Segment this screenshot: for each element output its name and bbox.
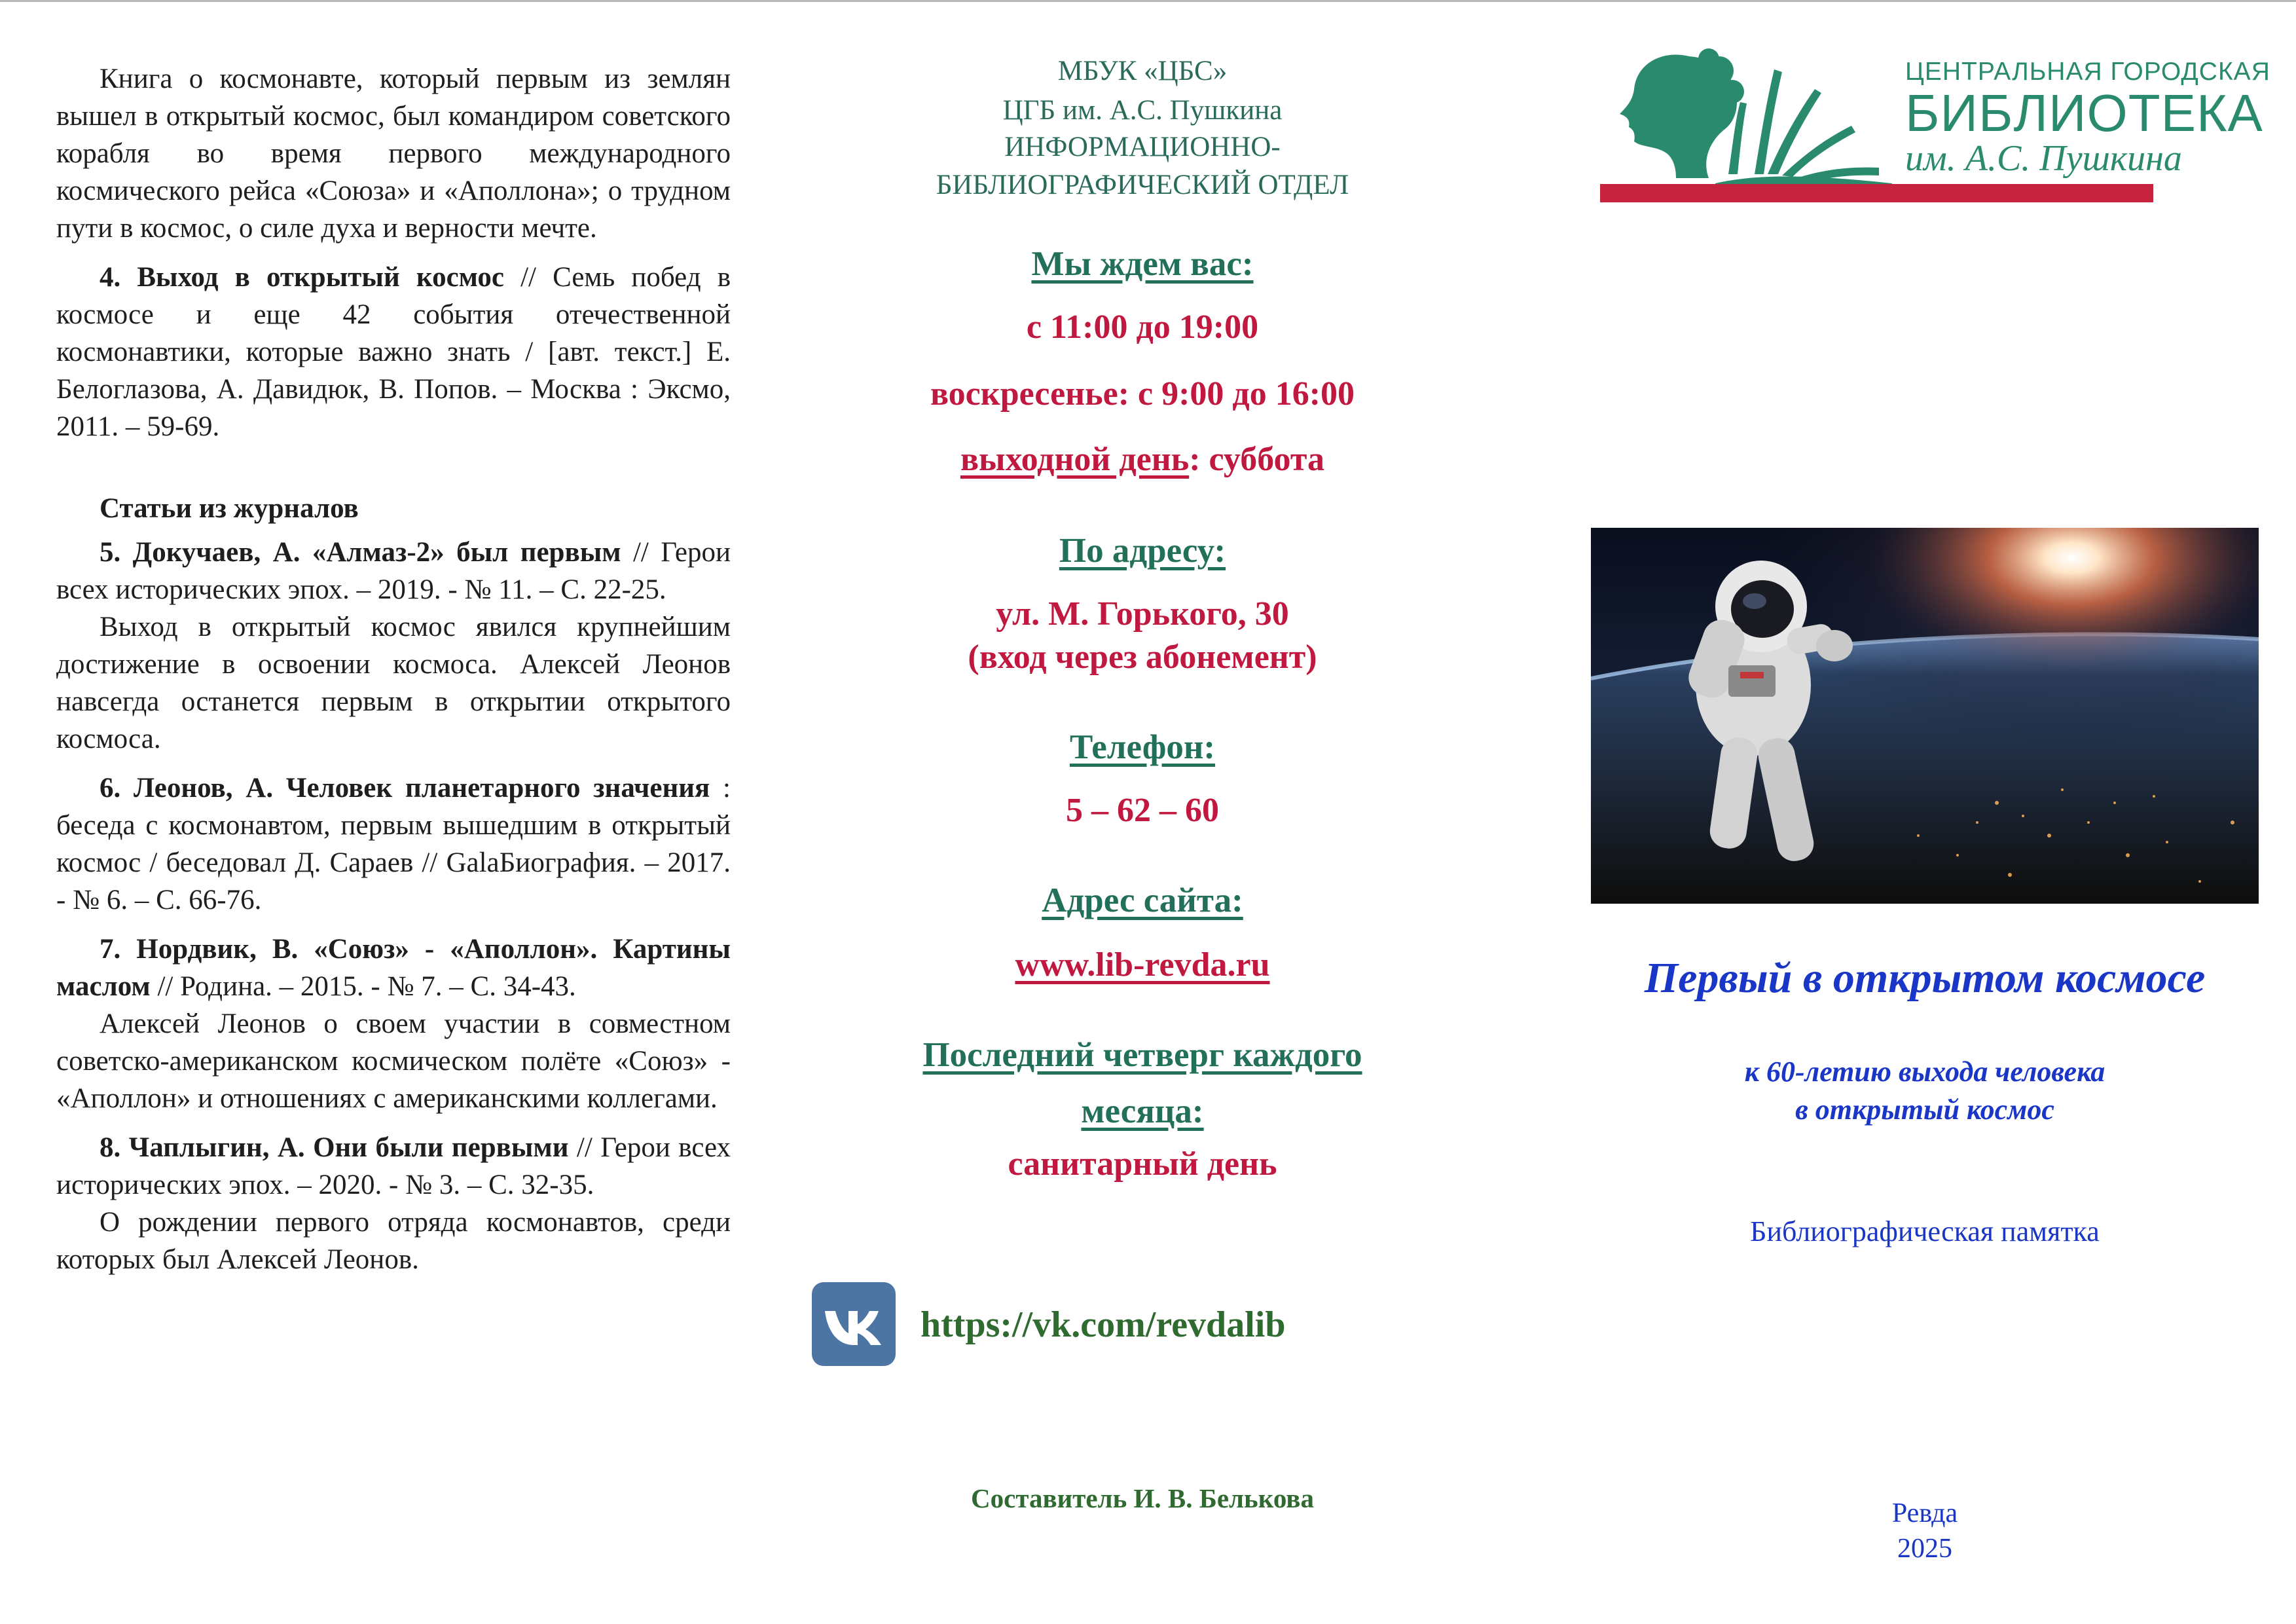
site-heading: Адрес сайта: (1042, 881, 1243, 919)
bib-entry-6-details: : беседа с космонавтом, первым вышедшим в открытый космос / беседовал Д. Сараев // GalaБиография. – 2017. - № 6. – С. 66-76. (56, 773, 731, 915)
city-name: Ревда (1891, 1498, 1958, 1528)
brochure-subtitle (1591, 1053, 2259, 1129)
left-column (56, 60, 731, 1290)
bib-entry-5-details: // Герои всех исторических эпох. – 2019. - № 11. – С. 22-25. (56, 537, 731, 605)
sanitary-value: санитарный день (1008, 1145, 1277, 1183)
subtitle-line-1: к 60-летию выхода человека (1744, 1056, 2105, 1088)
logo-line-2: БИБЛИОТЕКА (1905, 84, 2263, 142)
phone-value: 5 – 62 – 60 (1066, 792, 1219, 829)
brochure-kind: Библиографическая памятка (1750, 1215, 2100, 1247)
bib-entry-6 (56, 769, 731, 919)
section-title-journals: Статьи из журналов (100, 493, 359, 524)
bib-entry-7-details: // Родина. – 2015. - № 7. – С. 34-43. (150, 971, 576, 1002)
org-name-line-1: МБУК «ЦБС» (1057, 56, 1228, 86)
bib-entry-8 (56, 1129, 731, 1204)
vk-url-link[interactable]: https://vk.com/revdalib (920, 1304, 1286, 1345)
publication-year: 2025 (1897, 1534, 1952, 1564)
site-url-link[interactable]: www.lib-revda.ru (1015, 946, 1270, 984)
subtitle-line-2: в открытый космос (1795, 1094, 2054, 1126)
vk-icon[interactable] (812, 1282, 896, 1366)
address-line-2: (вход через абонемент) (968, 638, 1317, 676)
vk-link-row (812, 1282, 1473, 1370)
org-name-line-4: БИБЛИОГРАФИЧЕСКИЙ ОТДЕЛ (936, 170, 1349, 200)
bib-entry-5-title: 5. Докучаев, А. «Алмаз-2» был первым (100, 537, 621, 568)
book-annotation-text: Книга о космонавте, который первым из землян вышел в открытый космос, был командиром советского корабля во время первого международного космического рейса «Союза» и «Аполлона»; о трудном пути в космос, о силе духа и верности мечте. (56, 64, 731, 244)
pushkin-book-emblem-icon (1611, 43, 1899, 200)
brochure-title: Первый в открытом космосе (1644, 954, 2206, 1002)
bib-entry-4-title: 4. Выход в открытый космос (100, 262, 504, 293)
day-off-value: : суббота (1189, 441, 1325, 478)
astronaut-photo (1591, 528, 2259, 904)
bib-entry-5-note: Выход в открытый космос явился крупнейшим достижение в освоении космоса. Алексей Леонов навсегда останется первым в открытии открытого космоса. (56, 612, 731, 754)
top-border-line (0, 0, 2296, 2)
logo-wordmark (1905, 56, 2270, 179)
day-off (812, 437, 1473, 482)
bib-entry-4 (56, 259, 731, 445)
sanitary-heading-line-1: Последний четверг каждого (922, 1036, 1362, 1074)
hours-sunday: воскресенье: с 9:00 до 16:00 (930, 375, 1355, 413)
address-line-1: ул. М. Горького, 30 (996, 595, 1289, 633)
logo-line-1: ЦЕНТРАЛЬНАЯ ГОРОДСКАЯ (1905, 58, 2270, 86)
bib-entry-6-title: 6. Леонов, А. Человек планетарного значения (100, 773, 710, 803)
address-heading: По адресу: (1059, 532, 1226, 570)
org-name-line-2: ЦГБ им. А.С. Пушкина (1002, 95, 1283, 126)
astronaut-in-space-image (1591, 528, 2259, 904)
library-logo (1597, 43, 2270, 207)
org-name-line-3: ИНФОРМАЦИОННО- (1004, 132, 1281, 162)
bib-entry-7-note: Алексей Леонов о своем участии в совместном советско-американском космическом полёте «Союз» - «Аполлон» и отношениях с американскими коллегами. (56, 1008, 731, 1114)
site-url-row (812, 943, 1473, 987)
logo-red-bar (1600, 184, 2153, 202)
day-off-label: выходной день (960, 441, 1190, 478)
phone-heading: Телефон: (1069, 728, 1216, 766)
bib-entry-7 (56, 931, 731, 1005)
bib-entry-8-note: О рождении первого отряда космонавтов, среди которых был Алексей Леонов. (56, 1207, 731, 1275)
bib-entry-8-details: // Герои всех исторических эпох. – 2020. - № 3. – С. 32-35. (56, 1132, 731, 1200)
sanitary-heading-line-2: месяца: (1081, 1092, 1204, 1130)
place-and-year (1591, 1496, 2259, 1566)
bib-entry-4-details: // Семь побед в космосе и еще 42 события отечественной космонавтики, которые важно знать / [авт. текст.] Е. Белоглазова, А. Давидюк, В. Попов. – Москва : Эксмо, 2011. – 59-69. (56, 262, 731, 442)
hours-weekday: с 11:00 до 19:00 (1026, 308, 1259, 346)
bib-entry-8-title: 8. Чаплыгин, А. Они были первыми (100, 1132, 569, 1163)
logo-line-3: им. А.С. Пушкина (1905, 138, 2182, 179)
bib-entry-5 (56, 534, 731, 608)
composer-credit: Составитель И. В. Белькова (971, 1483, 1314, 1513)
book-annotation (56, 60, 731, 247)
welcome-heading: Мы ждем вас: (1031, 245, 1254, 283)
bib-entry-7-title: 7. Нордвик, В. «Союз» - «Аполлон». Картины маслом (56, 934, 731, 1002)
